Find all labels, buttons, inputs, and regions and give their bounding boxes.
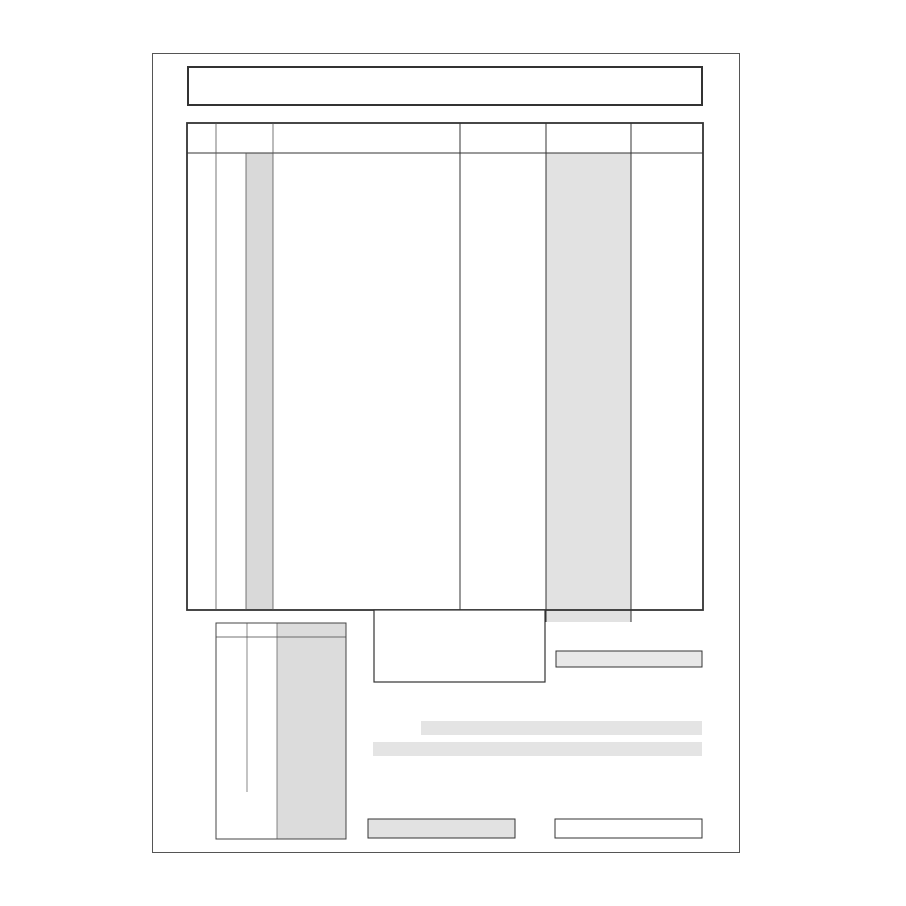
main-table-grid [153,54,741,854]
col-header-broj-smetka [633,124,701,153]
temelnica-shade [246,153,273,610]
words-bar-1 [421,721,702,735]
publisher-credit [187,716,197,836]
izlez-shade [546,153,631,622]
denom-shade [277,623,346,839]
controller-box [368,819,515,838]
attachments-box [556,651,702,667]
col-header-opis [273,124,460,153]
col-header-vlez [460,124,546,153]
cashier-box [555,819,702,838]
form-sheet [152,53,740,853]
summary-box-border [374,610,545,682]
col-header-izlez [546,124,631,153]
col-header-temelnica [216,124,273,153]
words-bar-2 [373,742,702,756]
col-header-red-broj [188,124,216,153]
